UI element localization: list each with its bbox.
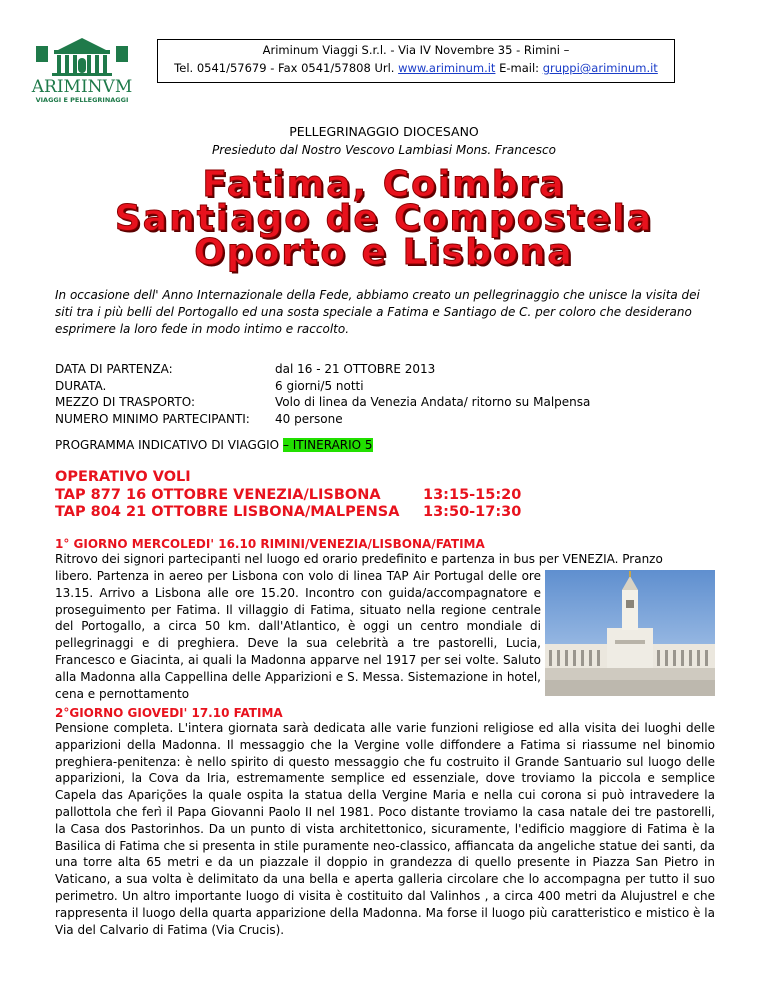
flight-row — [55, 504, 521, 522]
flight-route: TAP 804 21 OTTOBRE LISBONA/MALPENSA — [55, 504, 400, 520]
main-title-line2: Santiago de Compostela — [114, 198, 654, 239]
info-value: dal 16 - 21 OTTOBRE 2013 — [275, 362, 436, 376]
flight-schedule — [55, 469, 521, 522]
pilgrimage-title: PELLEGRINAGGIO DIOCESANO — [289, 124, 479, 139]
agency-header — [157, 39, 675, 83]
info-label: MEZZO DI TRASPORTO: — [55, 395, 195, 409]
flight-route: TAP 877 16 OTTOBRE VENEZIA/LISBONA — [55, 486, 381, 503]
day2-text: Pensione completa. L'intera giornata sarà dedicata alle varie funzioni religiose ed alla visita dei luoghi delle apparizioni della Madonna. Il messaggio che la Vergine volle diffondere a Fatima si riassume nel binomio preghiera-penitenza: è nello spirito di questo messaggio che fu costruito il Grande Santuario sul luogo delle apparizioni, la Cova da Iria, estremamente semplice ed essenziale, dove troviamo la piccola e semplice Capela das Aparições la quale ospita la statua della Vergine Maria e nella cui corona si può intravedere la pallottola che ferì il Papa Giovanni Paolo II nel 1981. Poco distante troviamo la casa natale dei tre pastorelli, la Casa dos Pastorinhos. Da un punto di vista architettonico, sicuramente, l'edificio maggiore di Fatima è la Basilica di Fatima che si presenta in stile puramente neo-classico, affiancata da angeliche statue dei santi, da una torre alta 65 metri e da un piazzale il doppio in grandezza di quello presente in Piazza San Pietro in Vaticano, a sua volta è delimitato da una bella e aperta galleria circolare che lo accompagna per tutto il suo perimetro. Un altro importante luogo di visita è costituito dal Valinhos , a circa 400 metri da Alujustrel e che rappresenta il luogo della quarta apparizione della Madonna. Ma forse il luogo più caratteristico e mistico è la Via del Calvario di Fatima (Via Crucis). — [55, 721, 715, 937]
fatima-basilica-photo — [545, 570, 715, 696]
info-label: DURATA. — [55, 378, 107, 393]
info-value: Volo di linea da Venezia Andata/ ritorno su Malpensa — [275, 395, 591, 409]
day1-text-first-line: Ritrovo dei signori partecipanti nel luogo ed orario predefinito e partenza in bus per VENEZIA. Pranzo — [55, 552, 663, 566]
flight-time: 13:15-15:20 — [423, 486, 522, 503]
info-row — [55, 378, 590, 395]
intro-paragraph: In occasione dell' Anno Internazionale della Fede, abbiamo creato un pellegrinaggio che unisce la visita dei siti tra i più belli del Portogallo ed una sosta speciale a Fatima e Santiago de C. per coloro che desiderano esprimere la loro fede in modo intimo e raccolto. — [55, 288, 700, 336]
info-row — [55, 361, 590, 378]
info-row — [55, 394, 590, 411]
info-row — [55, 411, 590, 428]
ariminum-logo — [24, 36, 140, 106]
header-phone-fax: Tel. 0541/57679 - Fax 0541/57808 Url. — [174, 61, 399, 75]
day1-title: 1° GIORNO MERCOLEDI' 16.10 RIMINI/VENEZIA/LISBONA/FATIMA — [55, 537, 485, 551]
flight-time: 13:50-17:30 — [423, 504, 522, 520]
program-heading — [55, 438, 373, 452]
header-line1: Ariminum Viaggi S.r.l. - Via IV Novembre 35 - Rimini – — [262, 43, 570, 57]
trip-info — [55, 361, 590, 427]
flights-title: OPERATIVO VOLI — [55, 469, 191, 485]
main-title-line1: Fatima, Coimbra — [202, 164, 566, 205]
website-link[interactable]: www.ariminum.it — [398, 61, 496, 75]
email-link[interactable]: gruppi@ariminum.it — [542, 61, 658, 75]
pilgrimage-subtitle: Presieduto dal Nostro Vescovo Lambiasi Mons. Francesco — [211, 143, 556, 157]
info-label: NUMERO MINIMO PARTECIPANTI: — [55, 411, 250, 426]
header-line2 — [158, 59, 674, 77]
itinerary-highlight: – ITINERARIO 5 — [282, 438, 373, 452]
day2-title: 2°GIORNO GIOVEDI' 17.10 FATIMA — [55, 706, 283, 720]
flight-row — [55, 487, 521, 505]
logo-tagline: VIAGGI E PELLEGRINAGGI — [35, 96, 129, 104]
info-value: 6 giorni/5 notti — [275, 378, 364, 393]
info-value: 40 persone — [275, 411, 343, 426]
main-title-line3: Oporto e Lisbona — [194, 232, 574, 273]
day1-text: libero. Partenza in aereo per Lisbona con volo di linea TAP Air Portugal delle ore 13.15. Arrivo a Lisbona alle ore 15.20. Incontro con guida/accompagnatore e proseguimento per Fatima. Il villaggio di Fatima, situato nella regione centrale del Portogallo, a circa 50 km. dall'Atlantico, è oggi un centro mondiale di pellegrinaggi e di preghiera. Deve la sua celebrità a tre pastorelli, Lucia, Francesco e Giacinta, ai quali la Madonna apparve nel 1917 per sei volte. Saluto alla Madonna alla Cappellina delle Apparizioni e S. Messa. Sistemazione in hotel, cena e pernottamento — [55, 569, 541, 701]
logo-text: ARIMINVM — [31, 77, 133, 97]
info-label: DATA DI PARTENZA: — [55, 362, 173, 376]
header-email-label: E-mail: — [495, 61, 543, 75]
program-label: PROGRAMMA INDICATIVO DI VIAGGIO — [55, 438, 283, 452]
